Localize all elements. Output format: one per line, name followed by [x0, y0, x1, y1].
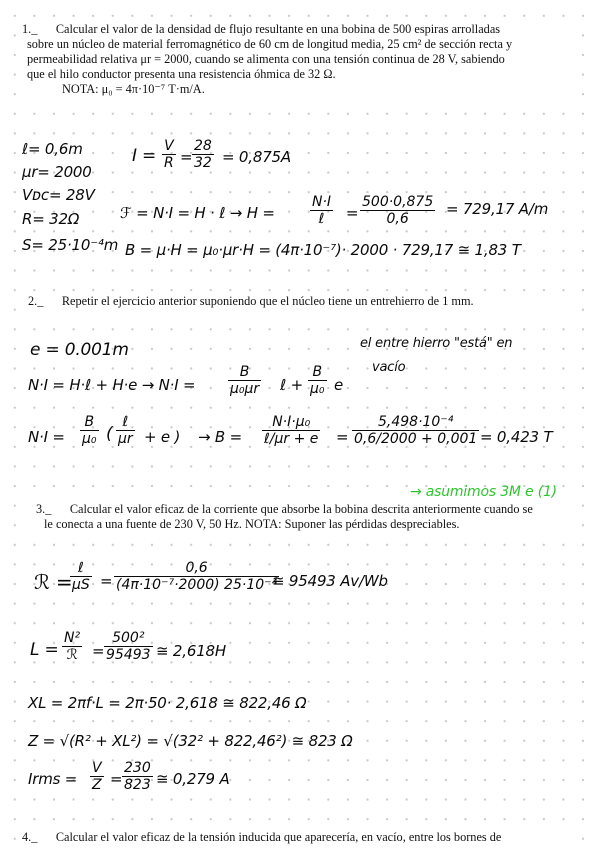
solve-frac-2 — [262, 414, 320, 447]
current-frac-2-num: 28 — [194, 138, 212, 154]
solve-frac-3 — [352, 414, 479, 447]
problem-3-line-1 — [22, 502, 578, 517]
mmf-frac-2-den: 0,6 — [386, 211, 409, 227]
problem-1-line-1 — [22, 22, 578, 37]
problem-1-line-3: permeabilidad relativa μr = 2000, cuando se alimenta con una tensión continua de 28 V, sabiendo — [27, 52, 505, 66]
mmf-frac-1 — [310, 194, 333, 227]
problem-1-line-2: sobre un núcleo de material ferromagnético de 60 cm de longitud media, 25 cm² de sección recta y — [27, 37, 513, 51]
solve-lhs: N·I = — [28, 428, 65, 446]
ampere-frac-1-num: B — [228, 364, 261, 381]
solve-frac-2-num: N·I·μ₀ — [262, 414, 320, 431]
reluctance-frac-2 — [114, 560, 279, 593]
solve-frac-1 — [80, 414, 99, 447]
ampere-eq-end: e — [334, 376, 344, 394]
flux-density-line: B = μ·H = μ₀·μr·H = (4π·10⁻⁷)· 2000 · 729,17 ≅ 1,83 T — [125, 241, 521, 259]
impedance-line: Z = √(R² + XL²) = √(32² + 822,46²) ≅ 823 Ω — [28, 732, 353, 750]
reluctance-lhs: ℛ = — [34, 570, 73, 594]
given-length: ℓ= 0,6m — [22, 140, 83, 158]
solve-paren-open: ( — [106, 424, 113, 444]
solve-eq: = — [336, 428, 349, 446]
current-result: = 0,875A — [222, 148, 291, 166]
problem-2-text: Repetir el ejercicio anterior suponiendo que el núcleo tiene un entrehierro de 1 mm. — [61, 294, 474, 308]
current-lhs: I = — [132, 146, 157, 166]
solve-arrow: → B = — [198, 428, 242, 446]
problem-4-statement — [22, 830, 578, 848]
mmf-result: = 729,17 A/m — [446, 200, 549, 218]
given-resistance: R= 32Ω — [22, 210, 80, 228]
solve-result: = 0,423 T — [480, 428, 553, 446]
irms-frac-2-num: 230 — [124, 760, 151, 776]
irms-frac-1 — [90, 760, 104, 793]
reluctance-frac-2-num: 0,6 — [114, 560, 279, 577]
mmf-frac-2 — [360, 194, 435, 227]
problem-2-number: 2._ — [28, 294, 44, 308]
current-frac-1 — [162, 138, 176, 171]
solve-frac-3-den: 0,6/2000 + 0,001 — [354, 431, 478, 447]
reluctance-result: ≅ 95493 Av/Wb — [272, 572, 388, 590]
assumption-note: → asumimos 3M e (1) — [410, 484, 557, 500]
mmf-frac-1-den: ℓ — [318, 211, 325, 227]
irms-frac-2 — [122, 760, 153, 793]
ampere-eq-lhs: N·I = H·ℓ + H·e → N·I = — [28, 376, 196, 394]
inductance-frac-1-den: ℛ — [66, 647, 78, 663]
mmf-frac-1-num: N·I — [312, 194, 332, 210]
problem-3-number: 3._ — [36, 502, 52, 516]
given-voltage: Vᴅᴄ= 28V — [22, 186, 95, 204]
problem-2-statement — [22, 294, 578, 314]
inductance-frac-1-num: N² — [64, 630, 81, 646]
reactance-line: XL = 2πf·L = 2π·50· 2,618 ≅ 822,46 Ω — [28, 694, 307, 712]
current-eq: = — [180, 148, 193, 166]
irms-frac-1-num: V — [90, 760, 104, 777]
problem-1-text-1: Calcular el valor de la densidad de flujo resultante en una bobina de 500 espiras arrolladas — [55, 22, 501, 36]
mmf-frac-2-num: 500·0,875 — [362, 194, 434, 210]
solve-frac-inner-den: μr — [118, 431, 133, 447]
problem-4-text-1: Calcular el valor eficaz de la tensión inducida que aparecería, en vacío, entre los bornes de — [55, 830, 502, 844]
ampere-frac-1-den: μ₀μr — [230, 381, 260, 397]
given-permeability: μr= 2000 — [22, 163, 92, 181]
inductance-eq: = — [92, 642, 105, 660]
problem-1-note: NOTA: μ₀ = 4π·10⁻⁷ T·m/A. — [62, 82, 205, 96]
problem-1-statement — [22, 22, 578, 104]
inductance-lhs: L = — [30, 640, 59, 660]
ampere-frac-1 — [228, 364, 261, 397]
gap-length: e = 0.001m — [30, 340, 129, 360]
solve-frac-1-den: μ₀ — [82, 431, 97, 447]
problem-3-statement — [22, 502, 578, 534]
reluctance-frac-1 — [70, 560, 92, 593]
reluctance-frac-1-num: ℓ — [70, 560, 92, 577]
mmf-eq: = — [346, 204, 359, 222]
irms-eq: = — [110, 770, 123, 788]
current-frac-2 — [192, 138, 214, 171]
problem-3-text-1: Calcular el valor eficaz de la corriente que absorbe la bobina descrita anteriormente cuando se — [69, 502, 533, 516]
problem-4-number: 4._ — [22, 830, 38, 844]
reluctance-frac-2-den: (4π·10⁻⁷·2000) 25·10⁻⁴ — [116, 577, 278, 593]
inductance-result: ≅ 2,618H — [156, 642, 226, 660]
current-frac-2-den: 32 — [194, 155, 212, 171]
irms-result: ≅ 0,279 A — [156, 770, 230, 788]
mmf-lhs: ℱ = N·I = H · ℓ → H = — [120, 204, 275, 222]
solve-frac-inner — [116, 414, 135, 447]
solve-frac-3-num: 5,498·10⁻⁴ — [352, 414, 479, 431]
solve-frac-inner-num: ℓ — [116, 414, 135, 431]
solve-paren-close: + e ) — [144, 428, 181, 446]
ampere-eq-mid: ℓ + — [280, 376, 303, 394]
problem-1-line-4: que el hilo conductor presenta una resistencia óhmica de 32 Ω. — [27, 67, 336, 81]
ampere-frac-2-num: B — [308, 364, 327, 381]
reluctance-eq: = — [100, 572, 113, 590]
irms-frac-2-den: 823 — [124, 777, 151, 793]
inductance-frac-2-num: 500² — [104, 630, 153, 647]
reluctance-frac-1-den: μS — [72, 577, 90, 593]
inductance-frac-2-den: 95493 — [106, 647, 151, 663]
ampere-frac-2 — [308, 364, 327, 397]
given-section: S= 25·10⁻⁴m — [22, 236, 119, 254]
problem-1-number: 1._ — [22, 22, 38, 36]
current-frac-1-den: R — [164, 155, 174, 171]
irms-lhs: Irms = — [28, 770, 78, 788]
gap-note-1: el entre hierro "está" en — [360, 336, 513, 351]
solve-frac-2-den: ℓ/μr + e — [264, 431, 319, 447]
solve-frac-1-num: B — [80, 414, 99, 431]
inductance-frac-1 — [62, 630, 82, 663]
inductance-frac-2 — [104, 630, 153, 663]
problem-3-line-2: le conecta a una fuente de 230 V, 50 Hz. NOTA: Suponer las pérdidas despreciables. — [44, 517, 460, 531]
current-frac-1-num: V — [162, 138, 176, 155]
gap-note-2: vacío — [372, 360, 406, 375]
ampere-frac-2-den: μ₀ — [310, 381, 325, 397]
irms-frac-1-den: Z — [92, 777, 102, 793]
